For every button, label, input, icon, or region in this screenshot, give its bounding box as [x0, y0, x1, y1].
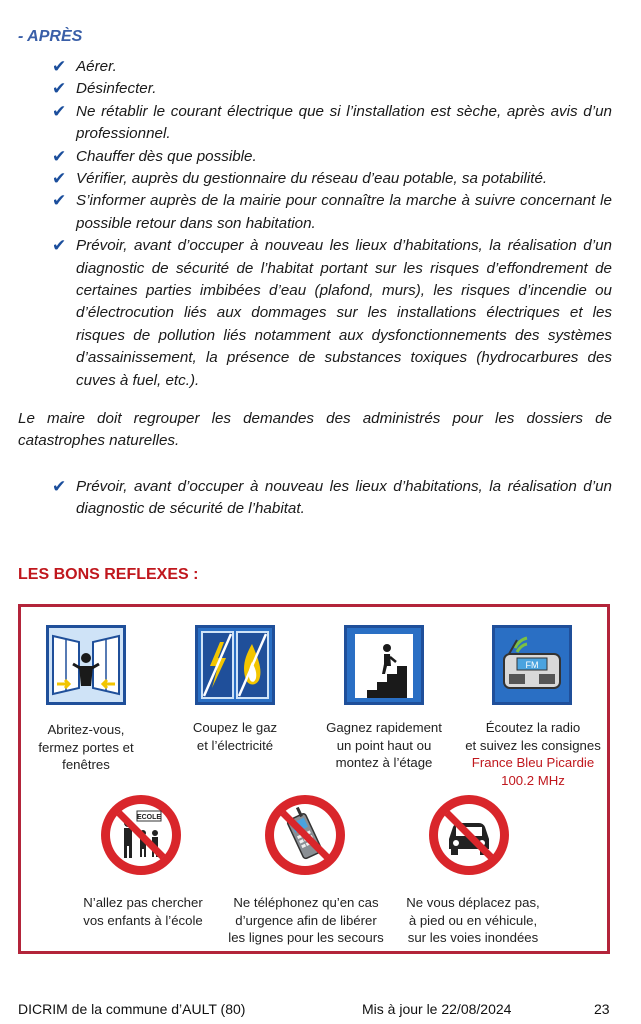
- checklist-item: ✔ Ne rétablir le courant électrique que si l’installation est sèche, après avis d’un professionnel.: [52, 101, 612, 143]
- school-sign-text: ECOLE: [136, 814, 162, 821]
- extra-checklist: [52, 476, 612, 521]
- section-title-apres: - APRÈS: [18, 28, 83, 45]
- reflexes-panel: [18, 604, 610, 954]
- caption-shelter: Abritez-vous, fermez portes et fenêtres: [38, 722, 134, 772]
- checklist-item: ✔ Vérifier, auprès du gestionnaire du réseau d’eau potable, sa potabilité.: [52, 168, 612, 190]
- radio-station-name: France Bleu Picardie: [471, 755, 595, 770]
- checkmark-icon: ✔: [52, 57, 67, 76]
- checkmark-icon: ✔: [52, 146, 67, 166]
- no-school-pickup-icon: [101, 795, 181, 875]
- reflexes-title: LES BONS REFLEXES :: [18, 566, 199, 583]
- checklist-item: ✔ Prévoir, avant d’occuper à nouveau les lieux d’habitations, la réalisation d’un diagnostic de sécurité de l’habitat portant sur les risques d’effondrement de certaines parties imbibées d’eau (plafond, murs), les risques d’incendie ou d’électrocution liés aux dommages sur les installations électriques et les risques de pollution liés notamment aux dysfonctionnements des systèmes d’assainissement, la présence de substances toxiques (hydrocarbures des cuves à fuel, etc.).: [52, 236, 612, 389]
- radio-frequency: 100.2 MHz: [501, 772, 565, 788]
- no-phone-icon: [265, 795, 345, 875]
- checklist-item: ✔ Prévoir, avant d’occuper à nouveau les lieux d’habitations, la réalisation d’un diagnostic de sécurité de l’habitat.: [52, 477, 612, 518]
- page-number: 23: [594, 1001, 610, 1017]
- caption-school: N’allez pas chercher vos enfants à l’école: [83, 895, 203, 928]
- checkmark-icon: ✔: [52, 191, 67, 211]
- caption-radio: Écoutez la radio et suivez les consignes France Bleu Picardie 100.2 MHz: [453, 719, 613, 789]
- caption-climb: Gagnez rapidement un point haut ou montez à l’étage: [326, 720, 442, 770]
- checkmark-icon: ✔: [52, 101, 67, 121]
- caption-car: Ne vous déplacez pas, à pied ou en véhicule, sur les voies inondées: [406, 895, 540, 945]
- checkmark-icon: ✔: [52, 79, 67, 99]
- checkmark-icon: ✔: [52, 236, 67, 256]
- checklist-item: ✔ S’informer auprès de la mairie pour connaître la marche à suivre concernant le possible retour dans son habitation.: [52, 191, 612, 232]
- caption-cut: Coupez le gaz et l’électricité: [192, 720, 278, 753]
- shelter-icon: [46, 625, 126, 705]
- checklist-item: ✔ Désinfecter.: [52, 78, 612, 100]
- caption-phone: Ne téléphonez qu’en cas d’urgence afin de libérer les lignes pour les secours: [228, 895, 384, 945]
- radio-display-text: FM: [525, 660, 539, 670]
- apres-checklist: [52, 56, 612, 392]
- checkmark-icon: ✔: [52, 477, 67, 496]
- radio-icon: [492, 625, 572, 705]
- footer-document-name: DICRIM de la commune d’AULT (80): [18, 1001, 246, 1017]
- gas-electricity-icon: [195, 625, 275, 705]
- stairs-icon: [344, 625, 424, 705]
- checkmark-icon: ✔: [52, 169, 67, 189]
- no-car-icon: [429, 795, 509, 875]
- checklist-item: ✔ Chauffer dès que possible.: [52, 146, 612, 168]
- checklist-item: ✔ Aérer.: [52, 56, 612, 78]
- mayor-paragraph: Le maire doit regrouper les demandes des administrés pour les dossiers de catastrophes naturelles.: [18, 410, 612, 450]
- footer-update-date: Mis à jour le 22/08/2024: [362, 1001, 512, 1017]
